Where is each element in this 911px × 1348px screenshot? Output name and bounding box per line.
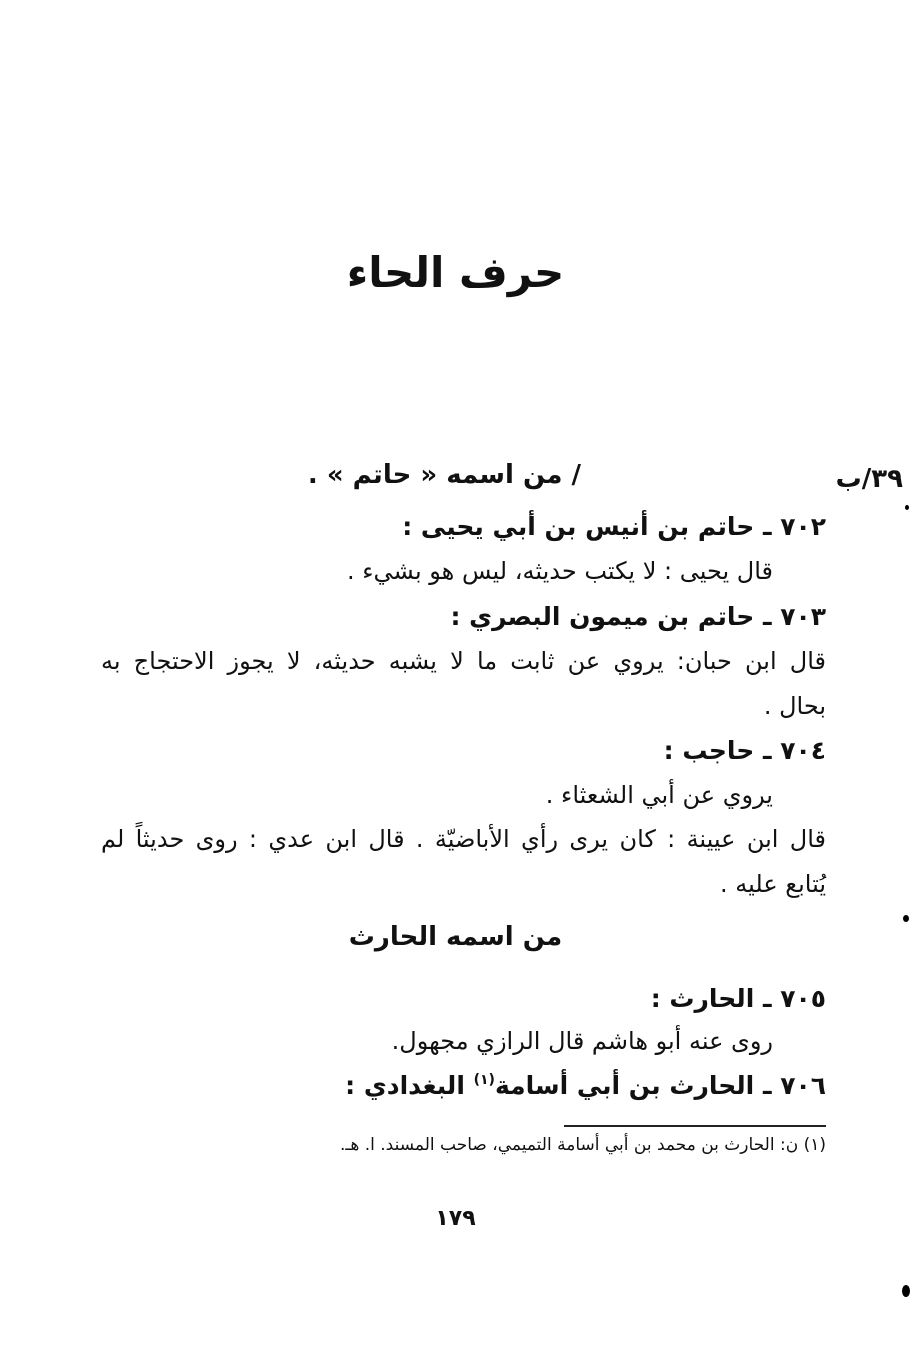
- entry-706-nisba: البغدادي :: [345, 1071, 474, 1100]
- chapter-title: حرف الحاء: [346, 248, 565, 297]
- scan-speck: [902, 1285, 910, 1297]
- entry-705-line-1: روى عنه أبو هاشم قال الرازي مجهول.: [391, 1027, 773, 1055]
- entry-703-line-1: قال ابن حبان: يروي عن ثابت ما لا يشبه حديثه، لا يجوز الاحتجاج به: [101, 647, 826, 675]
- entry-heading-702: ٧٠٢ ـ حاتم بن أنيس بن أبي يحيى :: [402, 512, 826, 541]
- entry-704-line-3: يُتابع عليه .: [720, 870, 826, 898]
- scan-speck: [903, 915, 909, 922]
- subsection-heading: من اسمه الحارث: [348, 922, 563, 952]
- scan-speck: [905, 505, 909, 510]
- footnote: (١) ن: الحارث بن محمد بن أبي أسامة التميمي، صاحب المسند. ا. هـ.: [339, 1135, 826, 1155]
- entry-704-line-2: قال ابن عيينة : كان يرى رأي الأباضيّة . قال ابن عدي : روى حديثاً لم: [101, 825, 826, 853]
- footnote-marker: (١): [473, 1072, 495, 1088]
- entry-heading-704: ٧٠٤ ـ حاجب :: [663, 736, 826, 765]
- entry-706-name: ٧٠٦ ـ الحارث بن أبي أسامة: [494, 1071, 826, 1100]
- entry-703-line-2: بحال .: [763, 692, 826, 720]
- entry-heading-706: [345, 1071, 826, 1100]
- section-heading: / من اسمه « حاتم » .: [307, 460, 581, 490]
- page-number: ١٧٩: [435, 1206, 476, 1231]
- margin-folio-reference: ٣٩/ب: [835, 464, 903, 494]
- entry-heading-703: ٧٠٣ ـ حاتم بن ميمون البصري :: [450, 602, 826, 631]
- entry-702-line-1: قال يحيى : لا يكتب حديثه، ليس هو بشيء .: [347, 557, 773, 585]
- entry-704-line-1: يروي عن أبي الشعثاء .: [545, 781, 773, 809]
- footnote-separator: [564, 1125, 826, 1127]
- entry-heading-705: ٧٠٥ ـ الحارث :: [650, 984, 826, 1013]
